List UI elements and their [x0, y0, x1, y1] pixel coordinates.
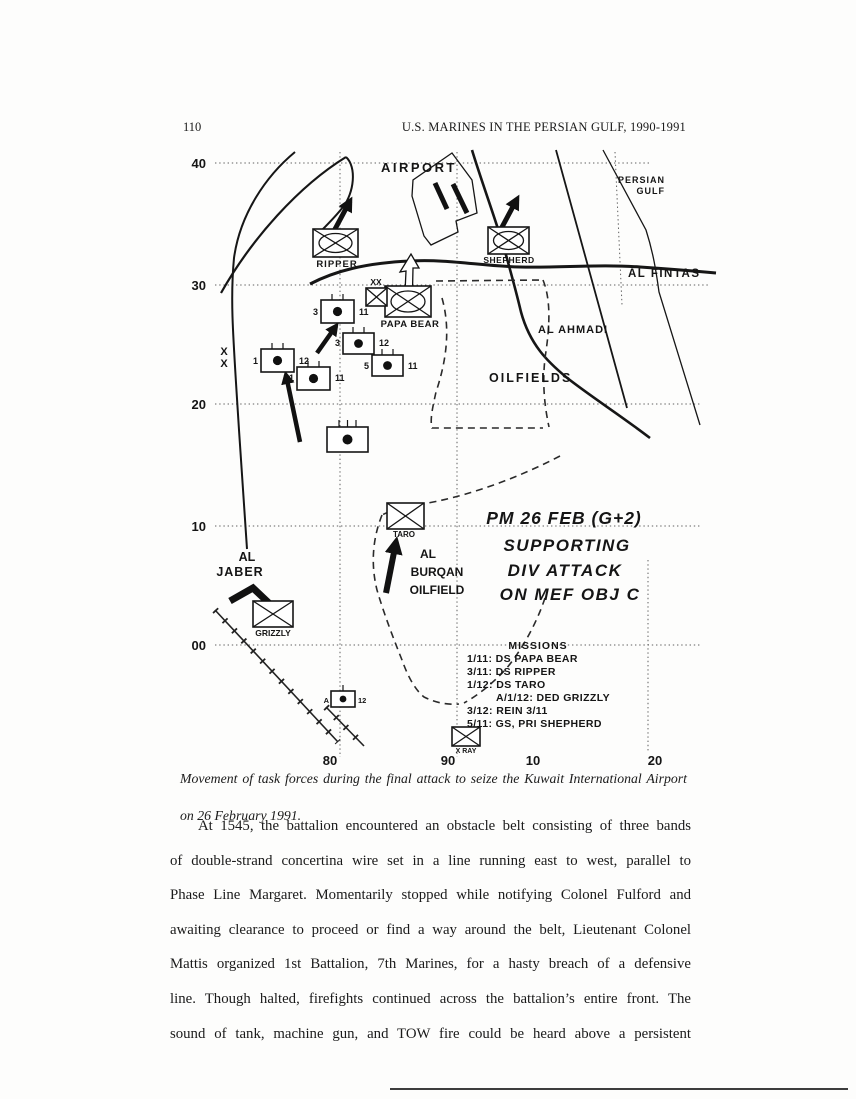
- unit-label-grizzly: GRIZZLY: [255, 628, 291, 638]
- grid-label-00: 00: [191, 638, 206, 653]
- missions-list: [467, 640, 610, 730]
- label-airport: AIRPORT: [381, 160, 457, 175]
- annotation-line: DIV ATTACK: [507, 561, 623, 580]
- artillery-num: 11: [359, 307, 369, 317]
- missions-title: MISSIONS: [508, 640, 568, 652]
- label-al-burqan: BURQAN: [410, 565, 464, 579]
- arrow-taro: [386, 542, 396, 593]
- label-persian-gulf: GULF: [636, 186, 665, 196]
- annotation-line: SUPPORTING: [503, 536, 631, 555]
- map-grid: [215, 152, 708, 757]
- caption-line: Movement of task forces during the final attack to seize the Kuwait International Airport: [180, 771, 687, 786]
- unit-label-ripper: RIPPER: [316, 259, 358, 270]
- artillery-num: 12: [299, 356, 310, 366]
- unit-symbol-taro: [387, 503, 424, 529]
- runway-bar: [453, 184, 467, 213]
- label-persian-gulf: PERSIAN: [617, 175, 665, 185]
- grid-label-30: 30: [191, 278, 206, 293]
- label-al-ahmadi: AL AHMADI: [538, 324, 609, 336]
- body-line: line. Though halted, firefights continued across the battalion’s entire front. The: [170, 990, 691, 1007]
- annotation-line: ON MEF OBJ C: [499, 585, 641, 604]
- arrow-shepherd: [501, 199, 517, 229]
- runway-bar: [435, 183, 447, 209]
- artillery-symbol-a-12: [324, 685, 367, 707]
- map-roads: [221, 150, 716, 549]
- unit-label-papa-bear: PAPA BEAR: [380, 319, 440, 330]
- arrow-artillery-1: [317, 326, 336, 353]
- label-al-fintas: AL FINTAS: [628, 268, 701, 280]
- artillery-num: A: [323, 696, 329, 705]
- unit-symbol-grizzly: [253, 601, 293, 627]
- unit-symbol-papa-bear: [385, 286, 431, 317]
- label-boundary-xx: XX: [370, 277, 382, 287]
- grid-label-80: 80: [322, 753, 338, 768]
- bottom-rule: [390, 1088, 848, 1090]
- artillery-num: 1: [288, 373, 294, 383]
- mission-line: A/1/12: DED GRIZZLY: [496, 692, 610, 704]
- body-line: At 1545, the battalion encountered an obstacle belt consisting of three bands: [198, 818, 691, 834]
- body-line: sound of tank, machine gun, and TOW fire could be heard above a persistent: [170, 1025, 691, 1042]
- artillery-symbols: [253, 294, 418, 707]
- map-labels: [192, 156, 701, 768]
- mission-line: 1/12: DS TARO: [467, 679, 546, 691]
- mission-line: 3/12: REIN 3/11: [467, 705, 548, 717]
- label-al-jaber: AL: [238, 550, 256, 564]
- body-paragraph: [170, 818, 691, 1060]
- mission-line: 3/11: DS RIPPER: [467, 666, 556, 678]
- unit-label-taro: TARO: [392, 530, 416, 539]
- mission-line: 5/11: GS, PRI SHEPHERD: [467, 718, 602, 730]
- artillery-num: 3: [334, 338, 340, 348]
- mission-line: 1/11: DS PAPA BEAR: [467, 653, 578, 665]
- label-boundary-x: X: [220, 358, 228, 370]
- label-al-jaber: JABER: [216, 565, 264, 579]
- page-number: 110: [183, 120, 202, 134]
- artillery-symbol-3-12: [335, 327, 389, 354]
- grid-label-40: 40: [191, 156, 206, 171]
- artillery-symbol-1-11: [289, 361, 345, 390]
- unit-label-shepherd: SHEPHERD: [483, 255, 535, 265]
- page-header-title: U.S. MARINES IN THE PERSIAN GULF, 1990-1991: [401, 120, 686, 134]
- body-line: Phase Line Margaret. Momentarily stopped while notifying Colonel Fulford and: [170, 887, 691, 904]
- artillery-num: 12: [379, 338, 390, 348]
- unit-label-xray: X RAY: [455, 748, 477, 755]
- map-annotation: [486, 508, 642, 604]
- label-al-burqan: AL: [420, 547, 436, 561]
- body-line: awaiting clearance to proceed or find a way around the belt, Lieutenant Colonel: [170, 921, 691, 938]
- grid-label-10b: 10: [525, 753, 541, 768]
- label-oilfields: OILFIELDS: [489, 371, 573, 385]
- artillery-symbol-3-11: [313, 294, 369, 323]
- grid-label-20b: 20: [647, 753, 663, 768]
- unit-symbol-shepherd: [488, 227, 529, 254]
- unit-symbol-boundary-box: [366, 288, 387, 306]
- body-line: of double-strand concertina wire set in a line running east to west, parallel to: [170, 852, 691, 869]
- artillery-num: 11: [335, 373, 345, 383]
- grid-label-90: 90: [440, 753, 456, 768]
- artillery-num: 11: [408, 361, 418, 371]
- annotation-line: PM 26 FEB (G+2): [486, 508, 642, 528]
- body-line: Mattis organized 1st Battalion, 7th Marines, for a hasty breach of a defensive: [170, 956, 691, 973]
- artillery-num: 3: [312, 307, 318, 317]
- caption-line: on 26 February 1991.: [180, 808, 302, 823]
- grid-label-20: 20: [191, 397, 206, 412]
- grid-label-10: 10: [191, 519, 206, 534]
- artillery-num: 5: [363, 361, 369, 371]
- label-al-burqan: OILFIELD: [409, 583, 465, 597]
- artillery-symbol-regiment: [327, 420, 368, 452]
- artillery-num: 12: [358, 696, 367, 705]
- label-boundary-x: X: [220, 346, 228, 358]
- artillery-num: 1: [252, 356, 258, 366]
- attack-arrows: [230, 199, 517, 605]
- unit-symbol-ripper: [313, 229, 358, 257]
